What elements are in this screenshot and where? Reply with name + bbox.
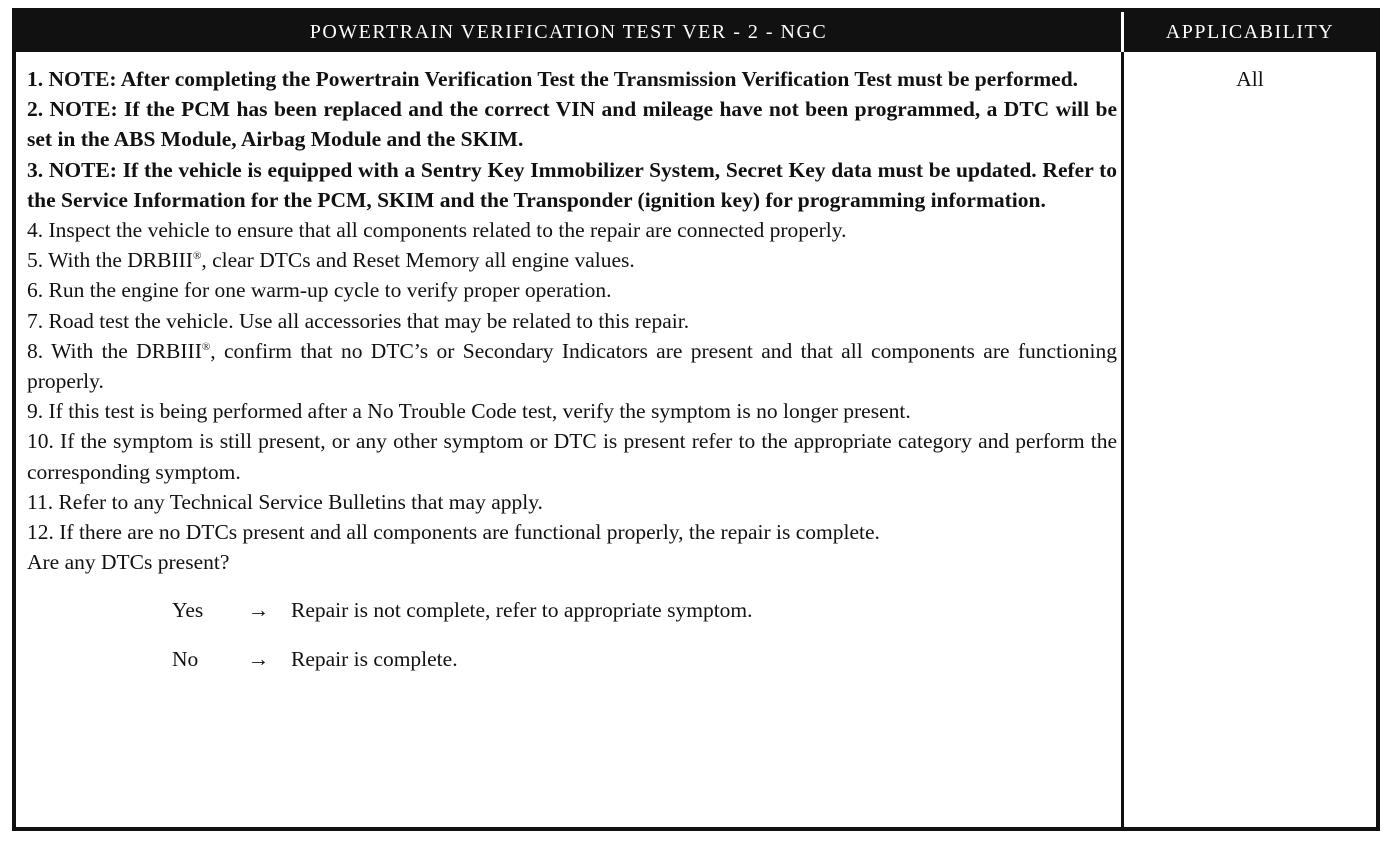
verification-test-table xyxy=(12,8,1380,831)
step-5-prefix: 5. With the DRBIII xyxy=(27,248,193,273)
test-procedure-cell xyxy=(16,52,1124,827)
applicability-value: All xyxy=(1236,67,1264,91)
answer-yes-key: Yes xyxy=(172,598,204,623)
step-12: 12. If there are no DTCs present and all components are functional properly, the repair is complete. xyxy=(27,520,880,545)
note-1: 1. NOTE: After completing the Powertrain Verification Test the Transmission Verification Test must be performed. xyxy=(27,67,1079,91)
step-4: 4. Inspect the vehicle to ensure that all components related to the repair are connected properly. xyxy=(27,218,847,243)
answer-no xyxy=(27,644,1117,693)
step-8 xyxy=(27,336,1117,396)
note-3: 3. NOTE: If the vehicle is equipped with a Sentry Key Immobilizer System, Secret Key data must be updated. Refer to the Service Information for the PCM, SKIM and the Transponder (ignition key) for programming information. xyxy=(27,157,1117,212)
answer-no-key: No xyxy=(172,647,199,672)
registered-mark: ® xyxy=(192,250,202,263)
step-8-prefix: 8. With the DRBIII xyxy=(27,338,202,363)
note-2: 2. NOTE: If the PCM has been replaced and the correct VIN and mileage have not been programmed, a DTC will be set in the ABS Module, Airbag Module and the SKIM. xyxy=(27,97,1117,152)
answer-no-text: Repair is complete. xyxy=(291,647,458,672)
answers xyxy=(27,595,1117,693)
step-5 xyxy=(27,245,1117,275)
answer-yes-text: Repair is not complete, refer to appropriate symptom. xyxy=(291,598,753,623)
applicability-header: APPLICABILITY xyxy=(1124,12,1376,52)
step-10: 10. If the symptom is still present, or any other symptom or DTC is present refer to the appropriate category and perform the corresponding symptom. xyxy=(27,429,1117,484)
step-11: 11. Refer to any Technical Service Bulletins that may apply. xyxy=(27,489,543,514)
step-5-suffix: , clear DTCs and Reset Memory all engine values. xyxy=(201,248,635,273)
registered-mark: ® xyxy=(201,340,211,353)
step-7: 7. Road test the vehicle. Use all accessories that may be related to this repair. xyxy=(27,308,690,333)
step-8-suffix: , confirm that no DTC’s or Secondary Indicators are present and that all components are functioning properly. xyxy=(27,338,1117,394)
table-title: POWERTRAIN VERIFICATION TEST VER - 2 - NGC xyxy=(16,12,1124,52)
right-arrow-icon: → xyxy=(247,598,270,623)
step-6: 6. Run the engine for one warm-up cycle to verify proper operation. xyxy=(27,278,612,303)
answer-yes xyxy=(27,595,1117,644)
step-9: 9. If this test is being performed after a No Trouble Code test, verify the symptom is no longer present. xyxy=(27,399,911,424)
right-arrow-icon: → xyxy=(247,647,270,672)
question: Are any DTCs present? xyxy=(27,550,230,575)
